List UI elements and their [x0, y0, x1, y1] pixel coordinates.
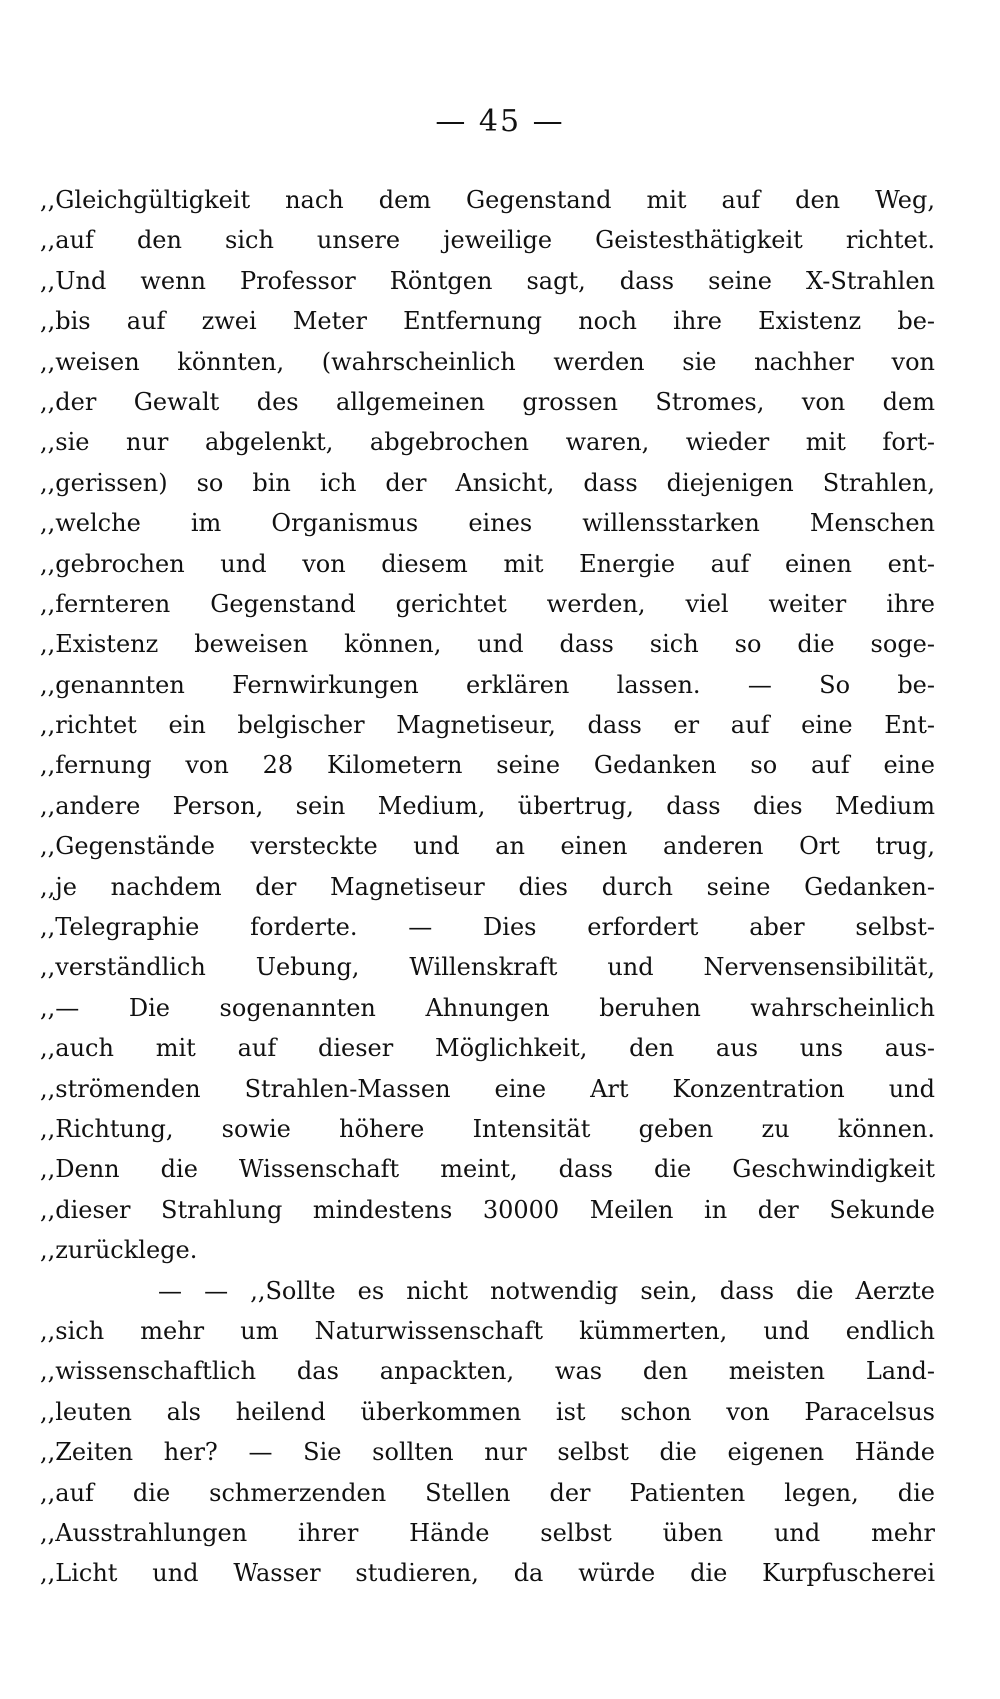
- body-text: [40, 180, 935, 1594]
- text-line: ,,— Die sogenannten Ahnungen beruhen wahrscheinlich: [40, 993, 935, 1022]
- text-line: ,,auf die schmerzenden Stellen der Patienten legen, die: [40, 1478, 935, 1507]
- text-line: ,,weisen könnten, (wahrscheinlich werden sie nachher von: [40, 347, 935, 376]
- text-line: ,,fernung von 28 Kilometern seine Gedanken so auf eine: [40, 751, 935, 780]
- text-line: ,,Telegraphie forderte. — Dies erfordert aber selbst-: [40, 913, 935, 942]
- text-line: ,,leuten als heilend überkommen ist schon von Paracelsus: [40, 1397, 935, 1426]
- text-line: ,,strömenden Strahlen-Massen eine Art Konzentration und: [40, 1074, 935, 1103]
- text-line: ,,Denn die Wissenschaft meint, dass die Geschwindigkeit: [40, 1155, 935, 1184]
- text-line: ,,gebrochen und von diesem mit Energie auf einen ent-: [40, 549, 935, 578]
- text-line: ,,sich mehr um Naturwissenschaft kümmerten, und endlich: [40, 1316, 935, 1345]
- text-line: ,,richtet ein belgischer Magnetiseur, dass er auf eine Ent-: [40, 711, 935, 740]
- text-line: ,,gerissen) so bin ich der Ansicht, dass diejenigen Strahlen,: [40, 468, 935, 497]
- text-line: ,,der Gewalt des allgemeinen grossen Stromes, von dem: [40, 387, 935, 416]
- text-line: ,,auf den sich unsere jeweilige Geistesthätigkeit richtet.: [40, 226, 935, 255]
- text-line: ,,Gegenstände versteckte und an einen anderen Ort trug,: [40, 832, 935, 861]
- text-line: ,,sie nur abgelenkt, abgebrochen waren, wieder mit fort-: [40, 428, 935, 457]
- text-line: ,,andere Person, sein Medium, übertrug, dass dies Medium: [40, 791, 935, 820]
- text-line: ,,Richtung, sowie höhere Intensität geben zu können.: [40, 1114, 935, 1143]
- text-line: ,,verständlich Uebung, Willenskraft und Nervensensibilität,: [40, 953, 935, 982]
- text-line: ,,Licht und Wasser studieren, da würde die Kurpfuscherei: [40, 1559, 935, 1588]
- text-line: ,,fernteren Gegenstand gerichtet werden, viel weiter ihre: [40, 589, 935, 618]
- text-line: ,,auch mit auf dieser Möglichkeit, den aus uns aus-: [40, 1034, 935, 1063]
- text-line: ,,welche im Organismus eines willensstarken Menschen: [40, 509, 935, 538]
- text-line: ,,wissenschaftlich das anpackten, was den meisten Land-: [40, 1357, 935, 1386]
- text-line: ,,genannten Fernwirkungen erklären lassen. — So be-: [40, 670, 935, 699]
- text-line: ,,Gleichgültigkeit nach dem Gegenstand mit auf den Weg,: [40, 186, 935, 214]
- text-line: — — ,,Sollte es nicht notwendig sein, dass die Aerzte: [158, 1276, 935, 1305]
- text-line: ,,Zeiten her? — Sie sollten nur selbst die eigenen Hände: [40, 1438, 935, 1467]
- text-line: ,,bis auf zwei Meter Entfernung noch ihre Existenz be-: [40, 307, 935, 336]
- text-line: ,,je nachdem der Magnetiseur dies durch seine Gedanken-: [40, 872, 935, 901]
- text-line: ,,Und wenn Professor Röntgen sagt, dass seine X-Strahlen: [40, 266, 935, 295]
- text-line: ,,Existenz beweisen können, und dass sich so die soge-: [40, 630, 935, 659]
- page-number: — 45 —: [435, 104, 565, 139]
- text-line: ,,dieser Strahlung mindestens 30000 Meilen in der Sekunde: [40, 1195, 935, 1224]
- text-line: ,,zurücklege.: [40, 1236, 198, 1265]
- text-line: ,,Ausstrahlungen ihrer Hände selbst üben und mehr: [40, 1518, 935, 1547]
